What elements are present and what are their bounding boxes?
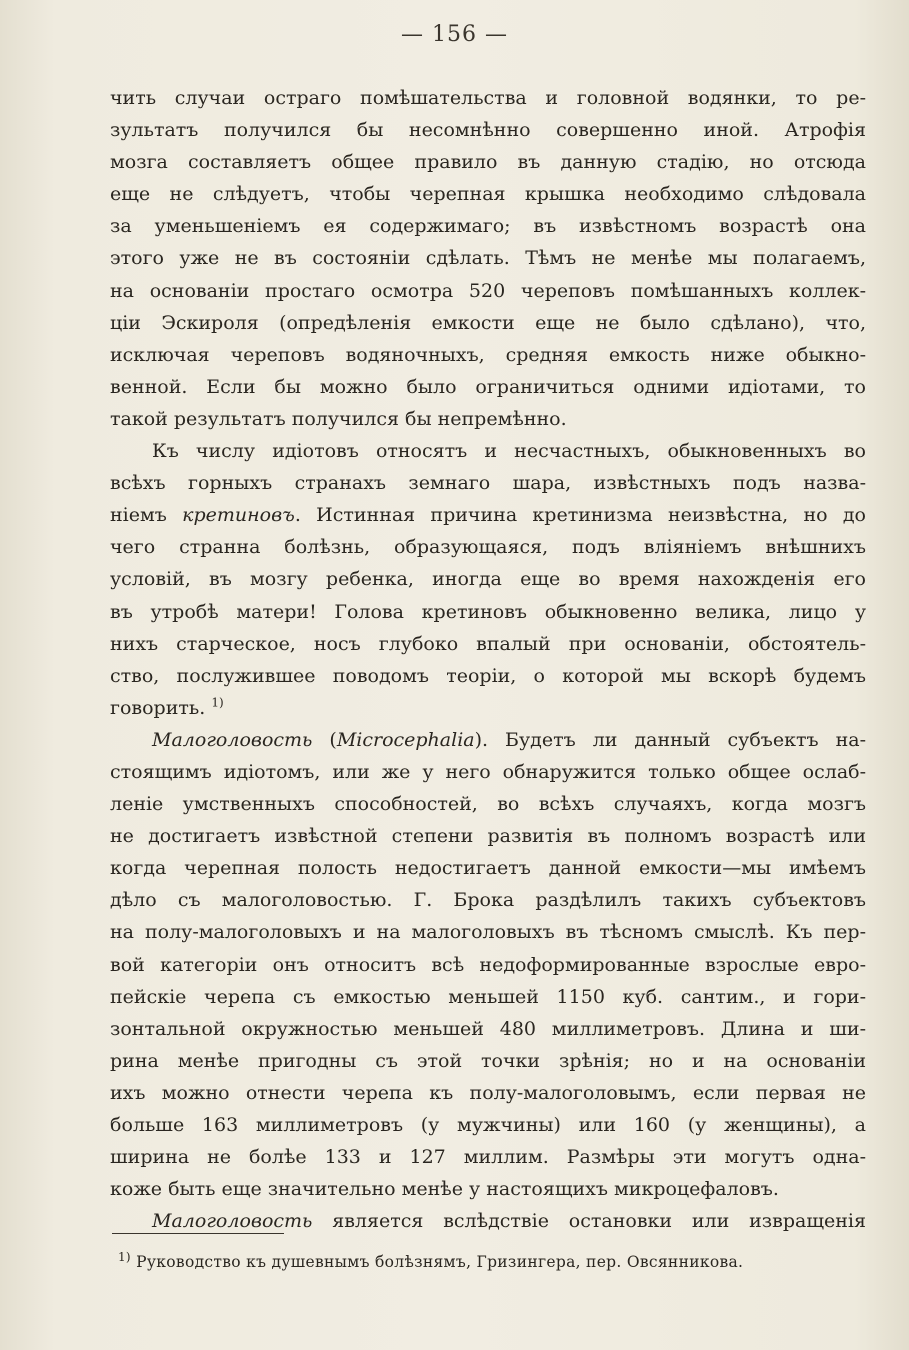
footnote-divider bbox=[112, 1233, 284, 1234]
text-line: пейскіе черепа съ емкостью меньшей 1150 куб. сантим., и гори- bbox=[110, 985, 866, 1008]
text-line: когда черепная полость недостигаетъ данной емкости—мы имѣемъ bbox=[110, 857, 866, 880]
text-line: за уменьшеніемъ ея содержимаго; въ извѣстномъ возрастѣ она bbox=[110, 215, 866, 238]
text-line: венной. Если бы можно было ограничиться одними идіотами, то bbox=[110, 375, 866, 398]
text-line: зультатъ получился бы несомнѣнно совершенно иной. Атрофія bbox=[110, 119, 866, 142]
text-line: стоящимъ идіотомъ, или же у него обнаружится только общее ослаб- bbox=[110, 760, 866, 783]
text-line: чить случаи остраго помѣшательства и головной водянки, то ре- bbox=[110, 87, 866, 109]
text-line: этого уже не въ состояніи сдѣлать. Тѣмъ не менѣе мы полагаемъ, bbox=[110, 247, 866, 270]
text-line: ство, послужившее поводомъ теоріи, о которой мы вскорѣ будемъ bbox=[110, 664, 866, 687]
text-line: на полу-малоголовыхъ и на малоголовыхъ въ тѣсномъ смыслѣ. Къ пер- bbox=[110, 921, 866, 944]
text-line: не достигаетъ извѣстной степени развитія въ полномъ возрастѣ или bbox=[110, 825, 866, 848]
text-line: такой результатъ получился бы непремѣнно. bbox=[110, 407, 567, 430]
body-text bbox=[110, 82, 866, 1237]
text-line: мозга составляетъ общее правило въ данную стадію, но отсюда bbox=[110, 151, 866, 174]
text-line: всѣхъ горныхъ странахъ земнаго шара, извѣстныхъ подъ назва- bbox=[110, 472, 866, 495]
text-line: ціи Эскироля (опредѣленія емкости еще не было сдѣлано), что, bbox=[110, 311, 866, 334]
footnote bbox=[118, 1250, 868, 1274]
text-line: говорить. $^{1)}$ bbox=[110, 695, 224, 719]
text-line: леніе умственныхъ способностей, во всѣхъ случаяхъ, когда мозгъ bbox=[110, 793, 866, 816]
text-line: условій, въ мозгу ребенка, иногда еще во время нахожденія его bbox=[110, 568, 866, 591]
text-line: зонтальной окружностью меньшей 480 миллиметровъ. Длина и ши- bbox=[110, 1017, 866, 1040]
text-line: Малоголовость является вслѣдствіе остановки или извращенія bbox=[152, 1210, 866, 1233]
text-line: Къ числу идіотовъ относятъ и несчастныхъ, обыкновенныхъ во bbox=[152, 440, 866, 463]
text-line: коже быть еще значительно менѣе у настоящихъ микроцефаловъ. bbox=[110, 1178, 779, 1201]
text-line: больше 163 миллиметровъ (у мужчины) или 160 (у женщины), а bbox=[110, 1114, 866, 1136]
text-line: ихъ можно отнести черепа къ полу-малоголовымъ, если первая не bbox=[110, 1081, 866, 1104]
text-line: на основаніи простаго осмотра 520 череповъ помѣшанныхъ коллек- bbox=[110, 279, 866, 302]
footnote-marker: 1) bbox=[118, 1249, 131, 1264]
footnote-text: Руководство къ душевнымъ болѣзнямъ, Гризингера, пер. Овсянникова. bbox=[136, 1253, 744, 1271]
italic-term: Microcephalia bbox=[336, 728, 475, 751]
text-line: ніемъ кретиновъ. Истинная причина кретинизма неизвѣстна, но до bbox=[110, 504, 866, 527]
page-number: — 156 — bbox=[401, 22, 508, 47]
text-line: ширина не болѣе 133 и 127 миллим. Размѣры эти могутъ одна- bbox=[110, 1146, 866, 1169]
italic-term: кретиновъ bbox=[182, 504, 295, 527]
text-line: вой категоріи онъ относитъ всѣ недоформированные взрослые евро- bbox=[110, 953, 866, 976]
text-line: въ утробѣ матери! Голова кретиновъ обыкновенно велика, лицо у bbox=[110, 600, 866, 623]
text-line: исключая череповъ водяночныхъ, средняя емкость ниже обыкно- bbox=[110, 343, 866, 366]
text-line: дѣло съ малоголовостью. Г. Брока раздѣлилъ такихъ субъектовъ bbox=[110, 889, 866, 912]
footnote-reference: 1) bbox=[211, 695, 224, 710]
text-line: еще не слѣдуетъ, чтобы черепная крышка необходимо слѣдовала bbox=[110, 183, 866, 206]
italic-term: Малоголовость bbox=[152, 1210, 313, 1233]
italic-term: Малоголовость bbox=[152, 728, 313, 751]
text-line: чего странна болѣзнь, образующаяся, подъ вліяніемъ внѣшнихъ bbox=[110, 536, 866, 559]
text-line: нихъ старческое, носъ глубоко впалый при основаніи, обстоятель- bbox=[110, 632, 866, 655]
text-line: рина менѣе пригодны съ этой точки зрѣнія; но и на основаніи bbox=[110, 1049, 866, 1072]
text-line: Малоголовость (Microcephalia). Будетъ ли данный субъектъ на- bbox=[152, 728, 866, 751]
